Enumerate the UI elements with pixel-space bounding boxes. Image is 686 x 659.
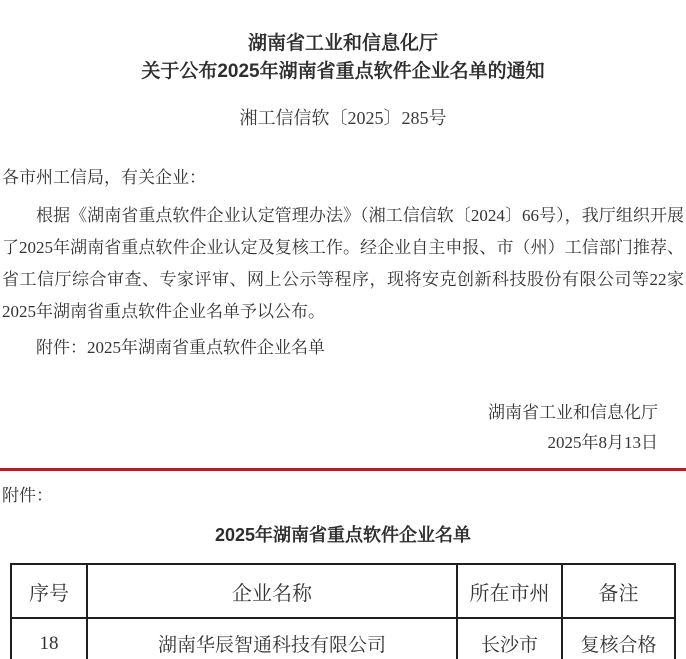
issuer-title: 湖南省工业和信息化厅 [247,33,438,54]
red-divider-line [0,468,686,471]
signature-block [0,398,686,458]
table-row [11,618,675,659]
header-company: 企业名称 [87,564,457,618]
attachment-reference: 附件：2025年湖南省重点软件企业名单 [36,338,325,357]
attachment-label: 附件： [2,486,53,505]
header-index: 序号 [11,564,87,618]
notice-title: 关于公布2025年湖南省重点软件企业名单的通知 [141,61,545,82]
attachment-table-title: 2025年湖南省重点软件企业名单 [214,525,472,545]
enterprise-table [10,563,676,659]
header-remark: 备注 [562,564,675,618]
cell-remark: 复核合格 [562,618,675,659]
cell-index: 18 [11,618,87,659]
header-city: 所在市州 [457,564,562,618]
table-header-row [11,564,675,618]
signer-name: 湖南省工业和信息化厅 [488,403,658,422]
document-number: 湘工信信软〔2025〕285号 [239,108,447,128]
body-paragraph: 根据《湖南省重点软件企业认定管理办法》（湘工信信软〔2024〕66号），我厅组织开展了2025年湖南省重点软件企业认定及复核工作。经企业自主申报、市（州）工信部门推荐、省工信厅综合审查、专家评审、网上公示等程序，现将安克创新科技股份有限公司等22家2025年湖南省重点软件企业名单予以公布。 [2,206,684,321]
document-header [0,0,686,86]
signature-date: 2025年8月13日 [547,433,658,452]
cell-company: 湖南华辰智通科技有限公司 [87,618,457,659]
cell-city: 长沙市 [457,618,562,659]
salutation: 各市州工信局，有关企业： [2,168,206,187]
